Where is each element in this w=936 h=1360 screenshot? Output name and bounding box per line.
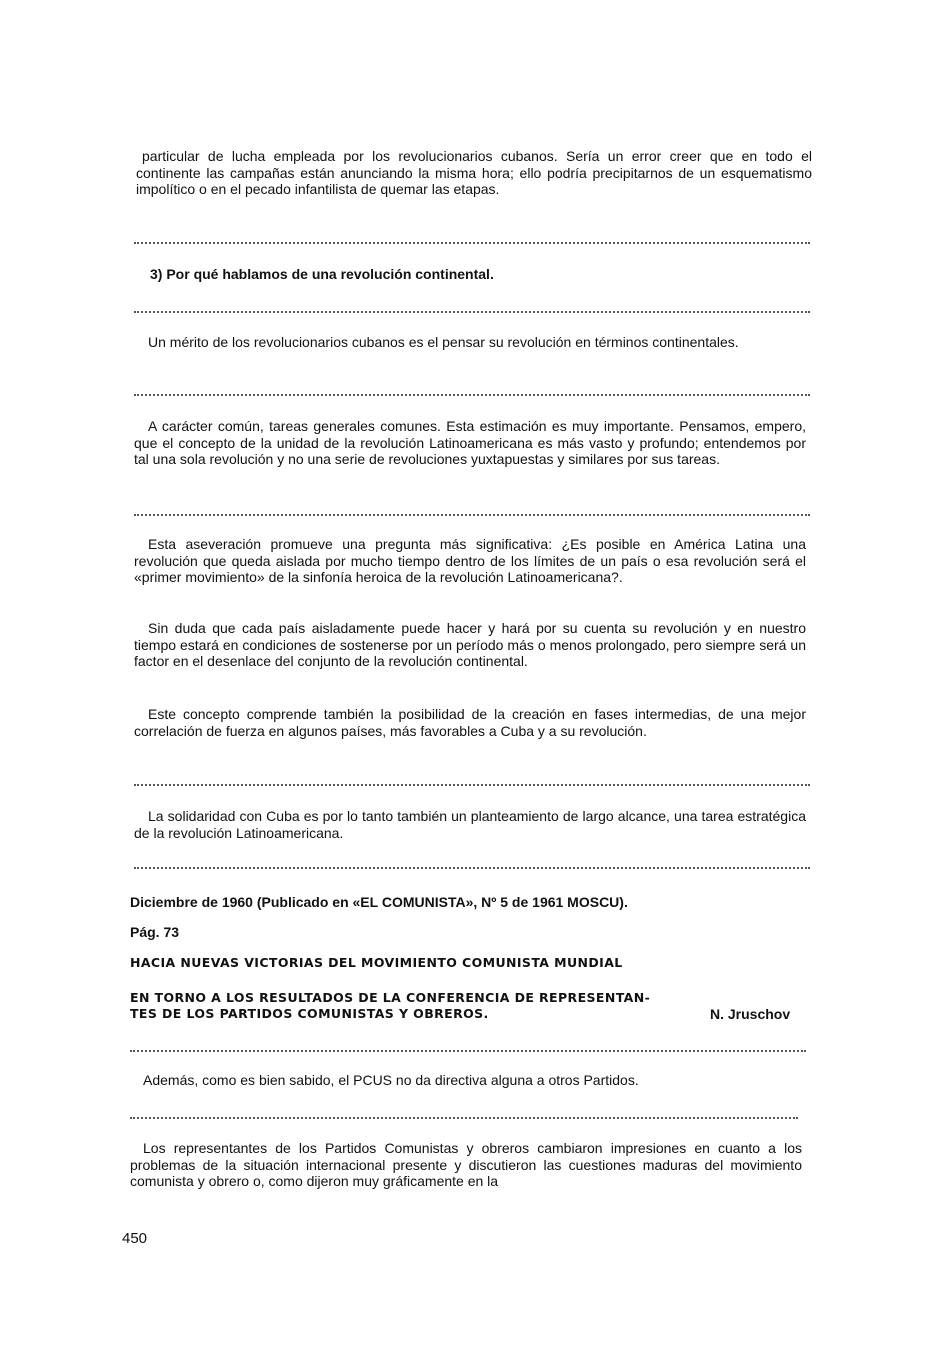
dotted-separator [134,514,810,516]
caps-heading-en-torno-line-2: TES DE LOS PARTIDOS COMUNISTAS Y OBREROS. [130,1006,489,1021]
paragraph-sin-duda: Sin duda que cada país aisladamente puede hacer y hará por su cuenta su revolución y en nuestro tiempo estará en condiciones de sostenerse por un período más o menos prolongado, pero siempre será un factor en el desenlace del conjunto de la revolución continental. [134,620,806,669]
paragraph-este-concepto: Este concepto comprende también la posibilidad de la creación en fases intermedias, de una mejor correlación de fuerza en algunos países, más favorables a Cuba y a su revolución. [134,706,806,739]
paragraph-caracter-comun: A carácter común, tareas generales comunes. Esta estimación es muy importante. Pensamos, empero, que el concepto de la unidad de la revolución Latinoamericana es más vasto y profundo; entendemos por tal una sola revolución y no una serie de revoluciones yuxtapuestas y similares por sus tareas. [134,418,806,467]
page-number: 450 [122,1230,148,1247]
dotted-separator [130,1117,798,1119]
caps-heading-nuevas-victorias: HACIA NUEVAS VICTORIAS DEL MOVIMIENTO COMUNISTA MUNDIAL [130,955,623,970]
dotted-separator [134,867,810,869]
paragraph-solidaridad: La solidaridad con Cuba es por lo tanto también un planteamiento de largo alcance, una tarea estratégica de la revolución Latinoamericana. [134,808,806,841]
source-citation: Diciembre de 1960 (Publicado en «EL COMUNISTA», Nº 5 de 1961 MOSCU). [130,894,628,910]
dotted-separator [130,1050,806,1052]
dotted-separator [134,242,810,244]
paragraph-representantes: Los representantes de los Partidos Comunistas y obreros cambiaron impresiones en cuanto a los problemas de la situación internacional presente y discutieron las cuestiones maduras del movimiento comunista y obrero o, como dijeron muy gráficamente en la [130,1140,802,1189]
paragraph-lucha-cubanos: particular de lucha empleada por los revolucionarios cubanos. Sería un error creer que en todo el continente las campañas están anunciando la misma hora; ello podría precipitarnos de un esquematismo impolítico o en el pecado infantilista de quemar las etapas. [136,148,812,197]
paragraph-aseveracion: Esta aseveración promueve una pregunta más significativa: ¿Es posible en América Latina una revolución que queda aislada por mucho tiempo dentro de los límites de un país o esa revolución será el «primer movimiento» de la sinfonía heroica de la revolución Latinoamericana?. [134,536,806,585]
author-name: N. Jruschov [710,1006,791,1022]
dotted-separator [134,311,810,313]
dotted-separator [134,784,810,786]
paragraph-ademas-pcus: Además, como es bien sabido, el PCUS no da directiva alguna a otros Partidos. [143,1072,639,1088]
dotted-separator [134,394,810,396]
page-reference: Pág. 73 [130,924,180,940]
caps-heading-en-torno-line-1: EN TORNO A LOS RESULTADOS DE LA CONFERENCIA DE REPRESENTAN- [130,990,651,1005]
section-heading-revolucion-continental: 3) Por qué hablamos de una revolución continental. [150,266,494,282]
paragraph-merito: Un mérito de los revolucionarios cubanos es el pensar su revolución en términos continentales. [148,334,739,350]
